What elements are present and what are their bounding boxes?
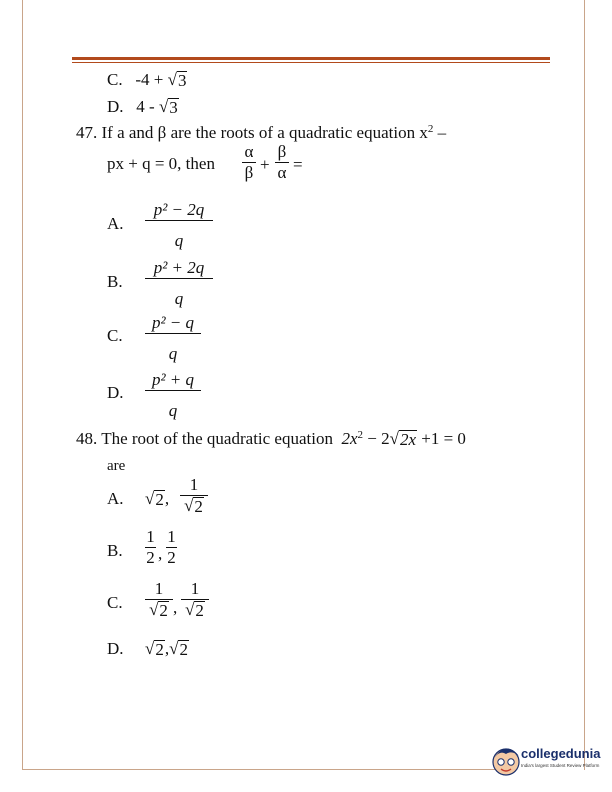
logo-tagline: India's largest Student Review Platform [521,763,600,768]
sqrt: √ 2 [184,496,203,516]
sqrt: √ 2 [149,600,168,620]
denominator: q [168,401,178,420]
radicand: 3 [169,98,178,117]
radicand: 3 [177,71,187,90]
option-label: C. [107,70,123,89]
numerator: 1 [146,527,155,546]
radicand: 2 [195,601,204,620]
sqrt: √ 3 [158,97,178,117]
q47-option-a [145,200,213,251]
radicand: 2 [179,640,188,659]
q48-option-d-label: D. [107,639,124,658]
denominator: α [277,163,287,182]
question-text: – [433,123,447,142]
denominator: q [168,344,178,363]
option-text: 4 - [136,97,155,116]
sqrt: √ 2 [145,639,164,659]
radicand: 2 [194,497,203,516]
question-text: px + q = 0, then [107,154,215,173]
q47-option-a-label: A. [107,214,124,233]
question-text: 48. The root of the quadratic equation [76,429,333,448]
sqrt: √ 2 [169,639,188,659]
header-rule-thin [72,62,550,63]
q48-line1 [76,429,466,451]
q48-option-a-label: A. [107,489,124,508]
denominator: 2 [146,548,155,567]
numerator: p² − q [151,313,195,332]
page-frame-right [584,0,585,770]
q48-option-a-frac [180,475,208,516]
q47-option-d [145,370,201,421]
radicand: 2x [399,430,416,449]
q47-option-b [145,258,213,309]
q48-line2: are [107,458,126,474]
equation-part: 2x [341,429,358,448]
equation-part: − 2 [363,429,390,448]
numerator: p² + 2q [153,258,205,277]
superscript: 2 [357,429,364,441]
q48-option-a-sqrt2 [145,489,169,509]
prev-option-d [107,97,179,117]
equals-sign: = [293,155,303,174]
sqrt: √ 3 [167,70,187,90]
comma: , [158,544,163,563]
radicand: 2 [159,601,168,620]
prev-option-c [107,70,187,90]
alpha-over-beta [242,142,256,183]
comma: , [164,639,170,658]
sqrt: √ 2x [389,429,416,449]
fraction-bar [145,390,201,391]
page-frame-left [22,0,23,770]
q48-option-c-frac1 [145,579,173,620]
plus-sign: + [260,155,270,174]
q48-option-c-frac2 [181,579,209,620]
denominator: q [174,289,184,308]
option-label: D. [107,97,124,116]
comma: , [173,598,178,617]
numerator: α [244,142,254,161]
denominator: β [244,163,254,182]
numerator: p² − 2q [153,200,205,219]
logo-name: collegedunia [521,746,601,761]
superscript: 2 [427,123,434,135]
numerator: β [277,142,287,161]
q47-option-d-label: D. [107,383,124,402]
numerator: 1 [167,527,176,546]
q48-option-c-label: C. [107,593,123,612]
option-text: -4 + [135,70,164,89]
beta-over-alpha [275,142,289,183]
equation-part: +1 = 0 [417,429,466,448]
question-text: 47. If a and β are the roots of a quadratic equation x [76,123,428,142]
fraction-bar [145,220,213,221]
numerator: 1 [189,475,199,494]
q48-option-b-frac1 [145,527,156,568]
q48-option-d [145,639,189,659]
header-rule [72,57,550,60]
sqrt: √ 2 [145,489,164,509]
q47-line2 [107,154,215,174]
q48-option-b-label: B. [107,541,123,560]
numerator: 1 [190,579,200,598]
q47-option-c [145,313,201,364]
q47-option-b-label: B. [107,272,123,291]
comma: , [164,489,170,508]
fraction-bar [145,333,201,334]
fraction-bar [145,278,213,279]
q47-line1 [76,123,446,145]
sqrt: √ 2 [185,600,204,620]
page-frame-bottom [22,769,500,770]
q48-option-b-frac2 [166,527,177,568]
q47-option-c-label: C. [107,326,123,345]
denominator: q [174,231,184,250]
denominator: 2 [167,548,176,567]
numerator: p² + q [151,370,195,389]
numerator: 1 [154,579,164,598]
radicand: 2 [155,490,164,509]
radicand: 2 [155,640,164,659]
